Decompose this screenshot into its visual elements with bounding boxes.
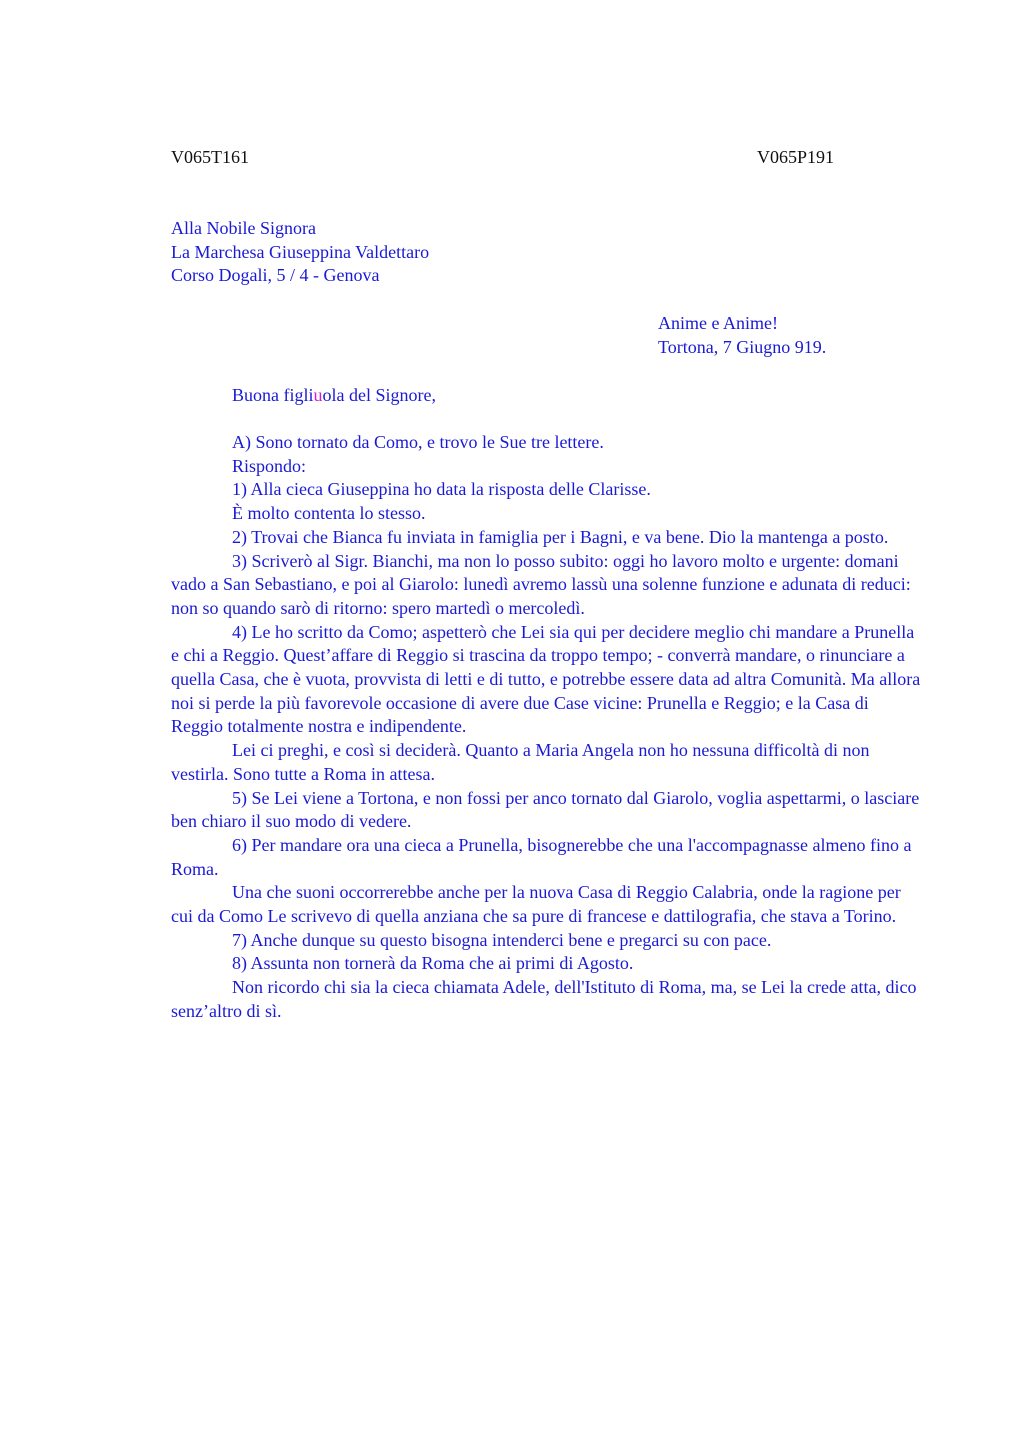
dateline [658,312,826,359]
letter-body [171,431,923,1024]
paragraph: 8) Assunta non tornerà da Roma che ai primi di Agosto. [232,953,634,974]
paragraph: Rispondo: [232,455,307,476]
salutation [232,384,436,408]
document-code-left: V065T161 [171,147,249,167]
paragraph: 5) Se Lei viene a Tortona, e non fossi per anco tornato dal Giarolo, voglia aspettarmi, o lasciare ben chiaro il suo modo di vedere. [171,787,920,832]
paragraph: Lei ci preghi, e così si deciderà. Quanto a Maria Angela non ho nessuna difficoltà di non vestirla. Sono tutte a Roma in attesa. [171,740,870,784]
paragraph: Non ricordo chi sia la cieca chiamata Adele, dell'Istituto di Roma, ma, se Lei la crede atta, dico senz’altro di sì. [171,977,917,1021]
motto: Anime e Anime! [658,313,778,333]
address-line: La Marchesa Giuseppina Valdettaro [171,241,430,262]
address-line: Alla Nobile Signora [171,218,316,238]
salutation-end: ola del Signore, [322,385,436,405]
salutation-start: Buona figli [232,385,314,405]
document-code-right: V065P191 [757,147,835,167]
place-date: Tortona, 7 Giugno 919. [658,336,827,357]
paragraph: 4) Le ho scritto da Como; aspetterò che Lei sia qui per decidere meglio chi mandare a Prunella e chi a Reggio. Quest’affare di Reggio si trascina da troppo tempo; - converrà mandare, o rinunciare a quella Casa, che è vuota, provvista di letti e di tutto, e potrebbe essere data ad altra Comunità. Ma allora noi si perde la più favorevole occasione di avere due Case vicine: Prunella e Reggio; e la Casa di Reggio totalmente nostra e indipendente. [171,621,921,737]
paragraph: 2) Trovai che Bianca fu inviata in famiglia per i Bagni, e va bene. Dio la mantenga a posto. [232,526,889,547]
paragraph: 3) Scriverò al Sigr. Bianchi, ma non lo posso subito: oggi ho lavoro molto e urgente: domani vado a San Sebastiano, e poi al Giarolo: lunedì avremo lassù una solenne funzione e adunata di reduci: non so quando sarò di ritorno: spero martedì o mercoledì. [171,550,911,618]
address-line: Corso Dogali, 5 / 4 - Genova [171,265,380,286]
paragraph: 1) Alla cieca Giuseppina ho data la risposta delle Clarisse. [232,479,651,500]
paragraph: È molto contenta lo stesso. [232,503,426,524]
paragraph: A) Sono tornato da Como, e trovo le Sue tre lettere. [232,432,604,452]
paragraph: 7) Anche dunque su questo bisogna intenderci bene e pregarci su con pace. [232,929,772,950]
salutation-highlight: u [313,385,323,405]
paragraph: 6) Per mandare ora una cieca a Prunella, bisognerebbe che una l'accompagnasse almeno fino a Roma. [171,834,912,879]
paragraph: Una che suoni occorrerebbe anche per la nuova Casa di Reggio Calabria, onde la ragione per cui da Como Le scrivevo di quella anziana che sa pure di francese e dattilografia, che stava a Torino. [171,882,901,927]
recipient-address [171,217,429,288]
